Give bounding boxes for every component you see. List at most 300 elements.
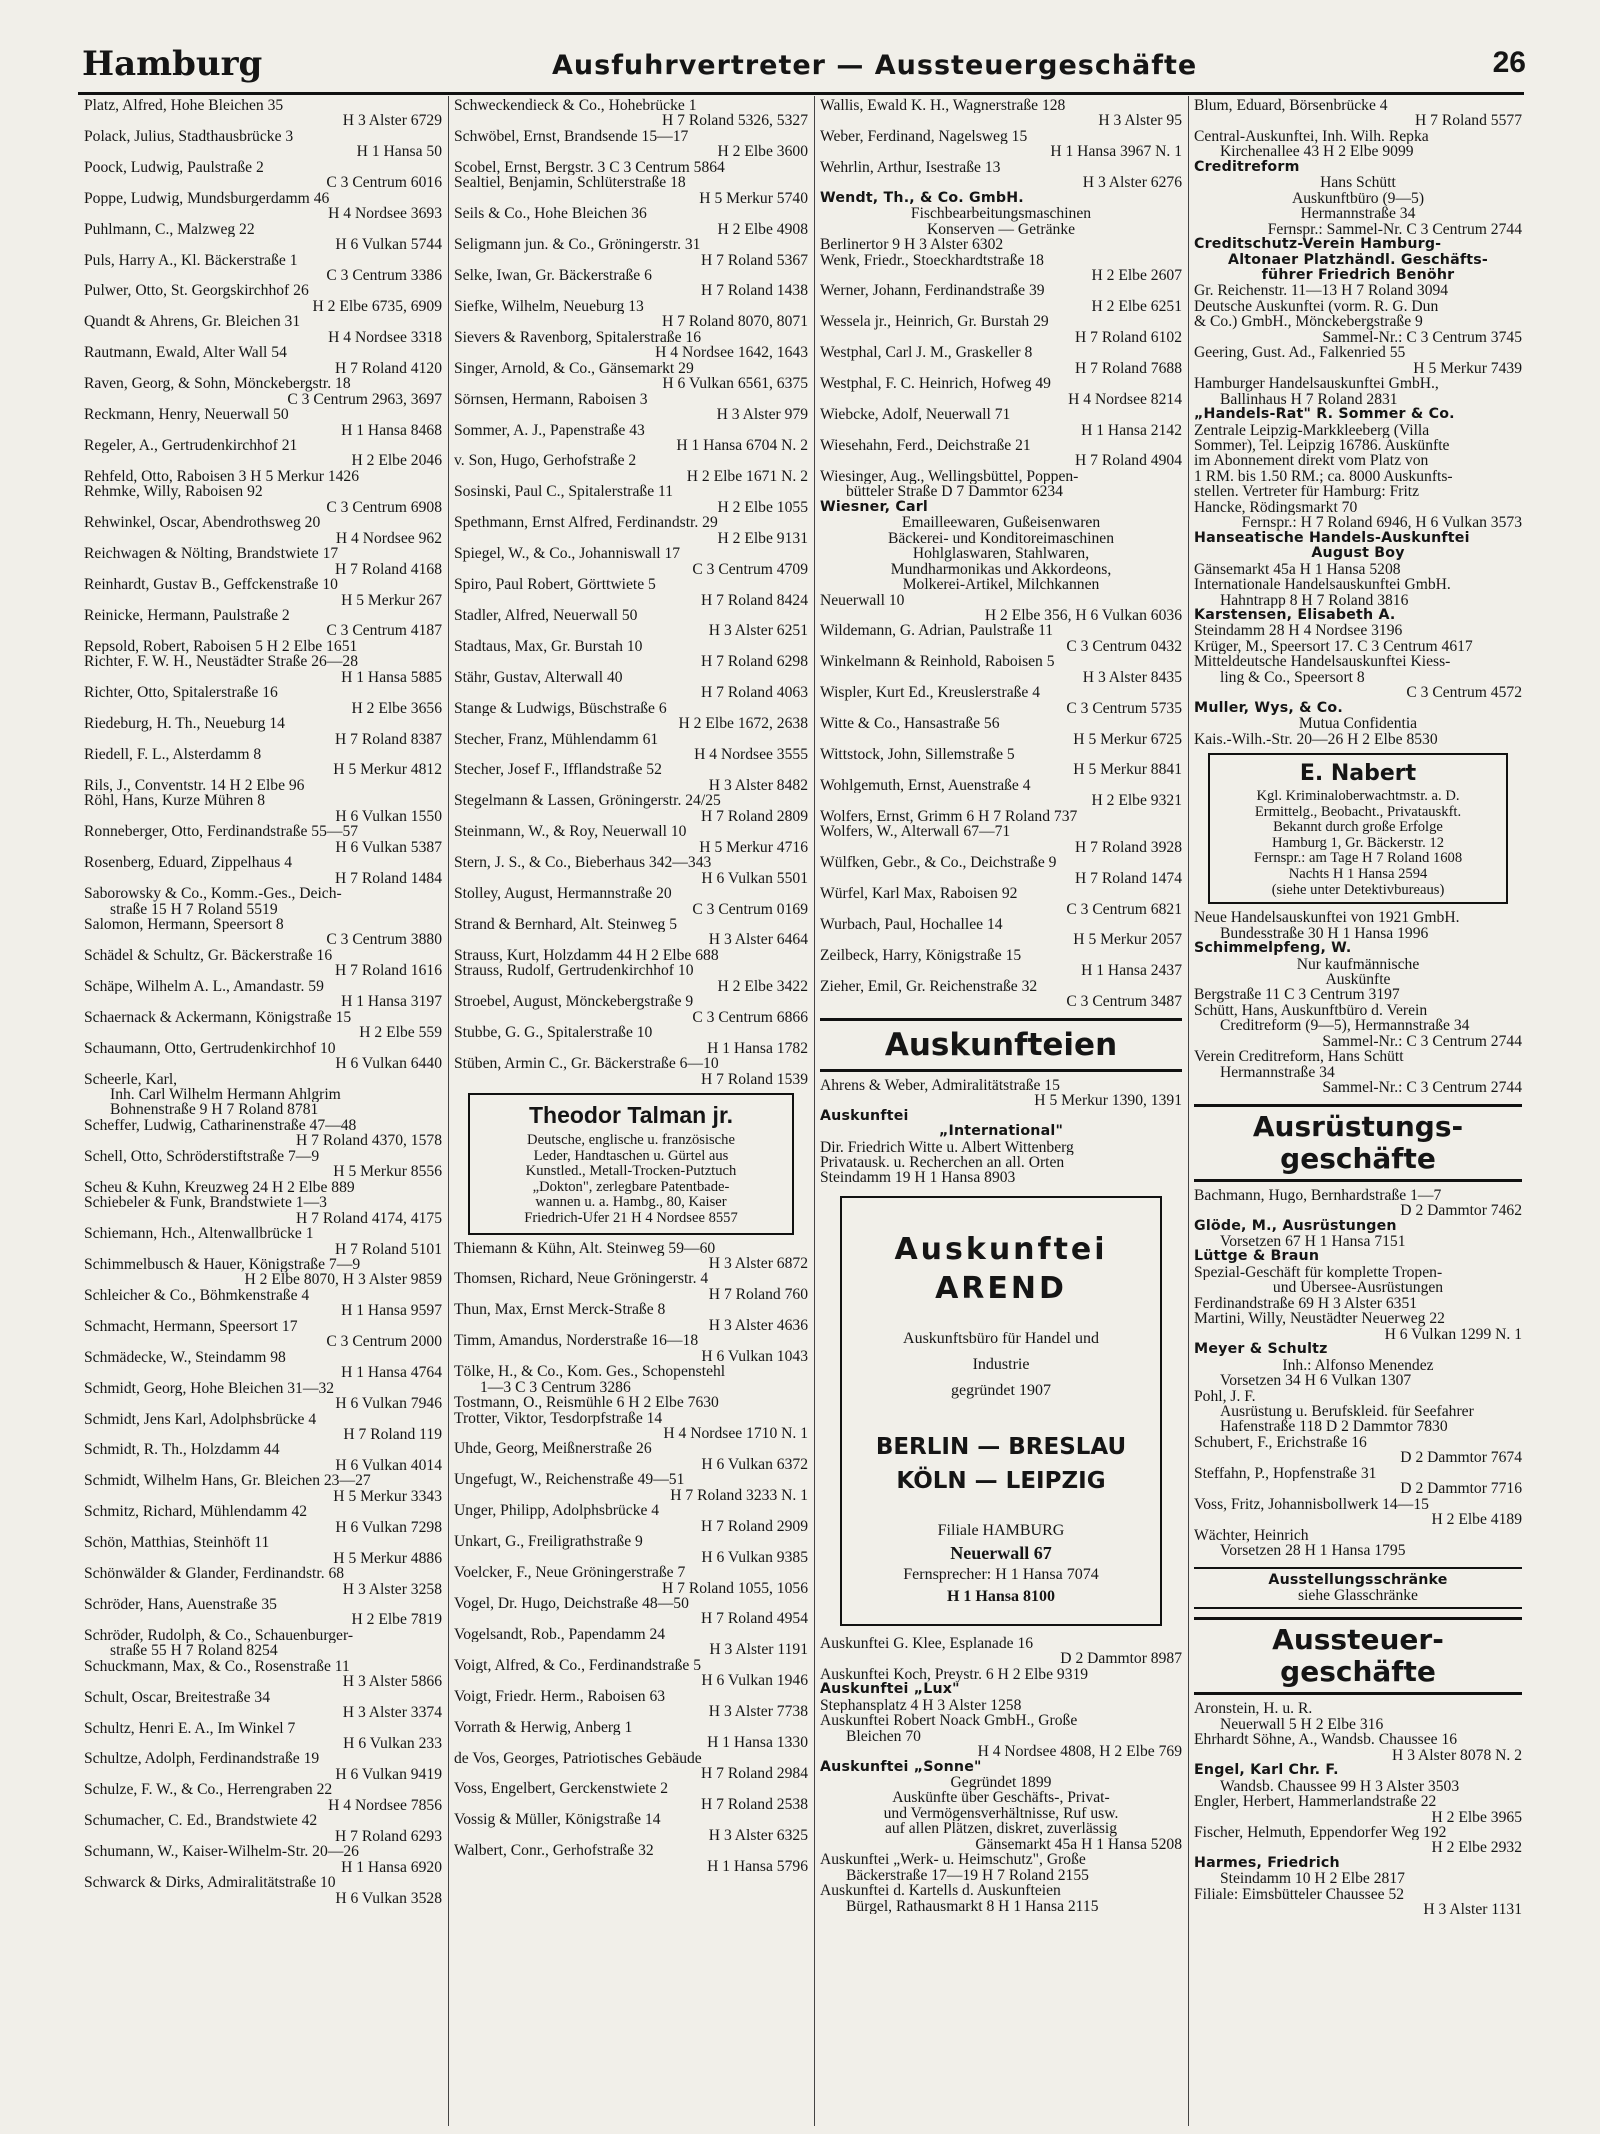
entry-phone: H 3 Alster 8435: [1082, 669, 1182, 686]
entry-line: Dir. Friedrich Witte u. Albert Wittenberg: [820, 1139, 1074, 1155]
entry-line: Schell, Otto, Schröderstiftstraße 7—9: [84, 1148, 320, 1165]
entry-line: Rehmke, Willy, Raboisen 92: [84, 484, 263, 500]
entry-line: Thomsen, Richard, Neue Gröningerstr. 4: [454, 1271, 709, 1287]
entry-line: Timm, Amandus, Norderstraße 16—18: [454, 1333, 699, 1349]
entry-line: Schubert, F., Erichstraße 16: [1194, 1434, 1367, 1451]
entry-line: Neuerwall 10: [820, 592, 905, 608]
entry-line: Reckmann, Henry, Neuerwall 50: [84, 407, 289, 423]
entry-line: Zeilbeck, Harry, Königstraße 15: [820, 947, 1022, 964]
entry-phone: H 7 Roland 4904: [1075, 453, 1182, 469]
entry-line: Hamburger Handelsauskunftei GmbH.,: [1194, 376, 1439, 392]
entry-line: Inh. Carl Wilhelm Hermann Ahlgrim: [110, 1087, 341, 1103]
entry-phone: H 5 Merkur 8841: [1073, 762, 1182, 778]
entry-line: Hahntrapp 8 H 7 Roland 3816: [1220, 592, 1409, 608]
entry-phone: H 5 Merkur 5740: [699, 190, 808, 207]
entry-line: Mundharmonikas und Akkordeons,: [890, 561, 1112, 578]
entry-phone: H 4 Nordsee 3555: [694, 747, 808, 763]
entry-line: Bleichen 70: [846, 1728, 921, 1745]
entry-phone: H 3 Alster 1131: [1423, 1902, 1522, 1918]
entry-line: Steinmann, W., & Roy, Neuerwall 10: [454, 824, 687, 840]
entry-line: im Abonnement direkt vom Platz von: [1194, 453, 1429, 469]
entry-phone: H 5 Merkur 8556: [333, 1164, 442, 1180]
entry-phone: H 2 Elbe 1671 N. 2: [686, 468, 808, 485]
nabert-advertisement: [1208, 753, 1508, 904]
ad-text-line: Kgl. Kriminaloberwachtmstr. a. D.: [1256, 788, 1460, 805]
entry-phone: H 7 Roland 8387: [335, 731, 442, 748]
entry-phone: H 7 Roland 2809: [701, 808, 808, 825]
entry-line: Schimmelbusch & Hauer, Königstraße 7—9: [84, 1256, 361, 1273]
entry-phone: H 7 Roland 1539: [701, 1071, 808, 1087]
entry-line: Ronneberger, Otto, Ferdinandstraße 55—57: [84, 824, 359, 840]
entry-line: Singer, Arnold, & Co., Gänsemarkt 29: [454, 360, 694, 377]
entry-line: Poppe, Ludwig, Mundsburgerdamm 46: [84, 190, 330, 207]
entry-phone: H 6 Vulkan 1946: [701, 1673, 808, 1689]
entry-phone: H 7 Roland 4120: [335, 360, 442, 377]
entry-line: Wispler, Kurt Ed., Kreuslerstraße 4: [820, 685, 1041, 701]
arend-sub: Industrie: [972, 1355, 1030, 1373]
entry-line: Bergstraße 11 C 3 Centrum 3197: [1194, 987, 1400, 1003]
entry-phone: H 6 Vulkan 6561, 6375: [662, 376, 808, 392]
entry-line: Wittstock, John, Sillemstraße 5: [820, 747, 1015, 763]
entry-line: Riedeburg, H. Th., Neueburg 14: [84, 716, 285, 732]
entry-line: Schiebeler & Funk, Brandstwiete 1—3: [84, 1195, 327, 1211]
entry-line: Reinicke, Hermann, Paulstraße 2: [84, 607, 290, 624]
entry-line: Vorsetzen 67 H 1 Hansa 7151: [1220, 1233, 1406, 1250]
entry-line: Würfel, Karl Max, Raboisen 92: [820, 886, 1018, 902]
entry-line: Auskünfte über Geschäfts-, Privat-: [892, 1790, 1110, 1806]
entry-line: Schröder, Rudolph, & Co., Schauenburger-: [84, 1627, 354, 1644]
entry-line: Ballinhaus H 7 Roland 2831: [1220, 391, 1398, 408]
nabert-title: E. Nabert: [1299, 761, 1417, 787]
entry-line: Stüben, Armin C., Gr. Bäckerstraße 6—10: [454, 1056, 719, 1072]
entry-line: Richter, F. W. H., Neustädter Straße 26—28: [84, 654, 359, 670]
ad-text-line: Hamburg 1, Gr. Bäckerstr. 12: [1272, 834, 1444, 851]
entry-phone: Fernspr.: H 7 Roland 6946, H 6 Vulkan 3573: [1241, 515, 1522, 531]
ad-text-line: Fernspr.: am Tage H 7 Roland 1608: [1253, 850, 1463, 867]
entry-phone: Sammel-Nr.: C 3 Centrum 3745: [1322, 329, 1522, 346]
entry-line: Schütt, Hans, Auskunftbüro d. Verein: [1194, 1002, 1428, 1019]
entry-line: Wandsb. Chaussee 99 H 3 Alster 3503: [1220, 1778, 1460, 1795]
entry-phone: C 3 Centrum 3487: [1066, 994, 1182, 1010]
entry-line: Spiegel, W., & Co., Johanniswall 17: [454, 546, 681, 562]
cross-reference-title: Ausstellungsschränke: [1268, 1572, 1448, 1588]
entry-phone: C 3 Centrum 6016: [326, 175, 442, 191]
ad-text-line: (siehe unter Detektivbureaus): [1271, 881, 1445, 898]
entry-phone: C 3 Centrum 6866: [692, 1009, 808, 1026]
entry-list: [454, 98, 808, 1087]
entry-heading: August Boy: [1311, 546, 1405, 562]
entry-line: Fischer, Helmuth, Eppendorfer Weg 192: [1194, 1825, 1447, 1841]
entry-line: Wenk, Friedr., Stoeckhardtstraße 18: [820, 252, 1044, 268]
entry-phone: H 1 Hansa 1330: [707, 1735, 808, 1751]
entry-line: Voigt, Alfred, & Co., Ferdinandstraße 5: [454, 1657, 702, 1674]
entry-phone: H 7 Roland 5367: [701, 252, 808, 268]
entry-phone: H 4 Nordsee 962: [335, 530, 442, 547]
entry-line: Vossig & Müller, Königstraße 14: [454, 1812, 661, 1828]
entry-phone: H 3 Alster 4636: [708, 1317, 808, 1334]
entry-line: Tostmann, O., Reismühle 6 H 2 Elbe 7630: [454, 1395, 719, 1411]
entry-phone: H 3 Alster 6276: [1082, 175, 1182, 191]
entry-line: Schult, Oscar, Breitestraße 34: [84, 1689, 271, 1706]
ad-text-line: Bekannt durch große Erfolge: [1273, 819, 1443, 836]
entry-line: Bäckerstraße 17—19 H 7 Roland 2155: [846, 1867, 1089, 1884]
entry-line: Wessela jr., Heinrich, Gr. Burstah 29: [820, 314, 1049, 330]
heading-line: Aussteuer-: [1272, 1623, 1444, 1657]
entry-phone: H 2 Elbe 6251: [1091, 298, 1182, 315]
entry-phone: H 7 Roland 8070, 8071: [662, 314, 808, 330]
entry-phone: H 6 Vulkan 5387: [335, 839, 442, 856]
entry-line: Stolley, August, Hermannstraße 20: [454, 886, 672, 902]
entry-phone: C 3 Centrum 2963, 3697: [287, 391, 442, 408]
entry-line: Thiemann & Kühn, Alt. Steinweg 59—60: [454, 1240, 716, 1257]
entry-phone: H 4 Nordsee 8214: [1068, 391, 1182, 408]
entry-line: Schmidt, Wilhelm Hans, Gr. Bleichen 23—27: [84, 1473, 371, 1489]
entry-line: Spethmann, Ernst Alfred, Ferdinandstr. 29: [454, 515, 718, 531]
entry-line: Bachmann, Hugo, Bernhardstraße 1—7: [1194, 1187, 1442, 1204]
entry-line: Zieher, Emil, Gr. Reichenstraße 32: [820, 978, 1038, 995]
entry-heading: Lüttge & Braun: [1194, 1249, 1320, 1265]
entry-line: 1 RM. bis 1.50 RM.; ca. 8000 Auskunfts-: [1194, 468, 1453, 485]
entry-line: Platz, Alfred, Hohe Bleichen 35: [84, 98, 284, 114]
entry-line: Schwöbel, Ernst, Brandsende 15—17: [454, 128, 689, 145]
entry-line: Scobel, Ernst, Bergstr. 3 C 3 Centrum 5864: [454, 159, 725, 176]
entry-phone: H 7 Roland 4174, 4175: [296, 1210, 442, 1227]
entry-list: [820, 1078, 1182, 1186]
entry-line: Pulwer, Otto, St. Georgskirchhof 26: [84, 283, 309, 299]
entry-line: Poock, Ludwig, Paulstraße 2: [84, 159, 264, 176]
column-2: [454, 98, 808, 2128]
arend-sub: Auskunftsbüro für Handel und: [903, 1329, 1099, 1347]
entry-line: Schiemann, Hch., Altenwallbrücke 1: [84, 1226, 314, 1242]
entry-line: Schäpe, Wilhelm A. L., Amandastr. 59: [84, 978, 324, 995]
entry-line: Winkelmann & Reinhold, Raboisen 5: [820, 654, 1055, 670]
entry-phone: H 6 Vulkan 4014: [335, 1457, 442, 1474]
entry-line: Strauss, Kurt, Holzdamm 44 H 2 Elbe 688: [454, 947, 719, 964]
entry-phone: H 1 Hansa 2142: [1081, 422, 1182, 438]
entry-line: Stange & Ludwigs, Büschstraße 6: [454, 700, 667, 717]
entry-line: Vorrath & Herwig, Anberg 1: [454, 1719, 633, 1736]
entry-list: [820, 98, 1182, 1010]
entry-line: Vorsetzen 34 H 6 Vulkan 1307: [1220, 1373, 1412, 1389]
entry-phone: H 7 Roland 4954: [701, 1611, 808, 1627]
entry-line: Seligmann jun. & Co., Gröningerstr. 31: [454, 237, 701, 253]
entry-line: Ehrhardt Söhne, A., Wandsb. Chaussee 16: [1194, 1732, 1458, 1748]
talman-text: [478, 1133, 784, 1227]
entry-phone: H 1 Hansa 4764: [341, 1365, 442, 1381]
entry-line: Unkart, G., Freiligrathstraße 9: [454, 1534, 643, 1550]
entry-line: Engler, Herbert, Hammerlandstraße 22: [1194, 1794, 1437, 1810]
entry-phone: C 3 Centrum 3880: [326, 932, 442, 948]
entry-line: Kirchenallee 43 H 2 Elbe 9099: [1220, 144, 1414, 160]
entry-phone: H 2 Elbe 2932: [1431, 1840, 1522, 1856]
entry-line: Schuckmann, Max, & Co., Rosenstraße 11: [84, 1658, 350, 1675]
entry-heading: Auskunftei „Lux": [820, 1682, 960, 1698]
entry-line: Auskunftei Koch, Preystr. 6 H 2 Elbe 9319: [820, 1666, 1089, 1683]
entry-phone: H 1 Hansa 6920: [341, 1859, 442, 1876]
entry-phone: H 2 Elbe 2607: [1091, 267, 1182, 284]
entry-line: Schmidt, Georg, Hohe Bleichen 31—32: [84, 1380, 335, 1397]
entry-phone: H 7 Roland 3233 N. 1: [670, 1487, 808, 1504]
entry-phone: H 2 Elbe 8070, H 3 Alster 9859: [244, 1272, 442, 1288]
entry-phone: H 4 Nordsee 4808, H 2 Elbe 769: [977, 1744, 1182, 1760]
entry-phone: H 7 Roland 2984: [701, 1765, 808, 1782]
entry-phone: H 7 Roland 760: [708, 1286, 808, 1303]
entry-line: Thun, Max, Ernst Merck-Straße 8: [454, 1302, 666, 1318]
entry-phone: H 3 Alster 6464: [708, 932, 808, 948]
entry-line: Walbert, Conr., Gerhofstraße 32: [454, 1843, 654, 1859]
entry-line: Weber, Ferdinand, Nagelsweg 15: [820, 128, 1028, 145]
entry-phone: C 3 Centrum 5735: [1066, 700, 1182, 717]
entry-line: Schmidt, R. Th., Holzdamm 44: [84, 1442, 280, 1458]
entry-heading: Wiesner, Carl: [820, 499, 928, 515]
entry-phone: C 3 Centrum 4187: [326, 623, 442, 639]
entry-line: Reichwagen & Nölting, Brandstwiete 17: [84, 546, 339, 562]
entry-line: Puhlmann, C., Malzweg 22: [84, 221, 255, 238]
entry-line: Aronstein, H. u. R.: [1194, 1701, 1313, 1717]
entry-phone: H 6 Vulkan 6372: [701, 1456, 808, 1473]
entry-line: Stroebel, August, Mönckebergstraße 9: [454, 994, 694, 1010]
entry-line: Wülfken, Gebr., & Co., Deichstraße 9: [820, 855, 1057, 871]
entry-phone: D 2 Dammtor 7462: [1400, 1203, 1522, 1219]
entry-heading: Meyer & Schultz: [1194, 1342, 1328, 1358]
entry-line: Westphal, Carl J. M., Graskeller 8: [820, 345, 1033, 361]
entry-phone: H 5 Merkur 4886: [333, 1550, 442, 1567]
entry-heading: Schimmelpfeng, W.: [1194, 941, 1352, 957]
entry-heading: Engel, Karl Chr. F.: [1194, 1763, 1339, 1779]
entry-line: Richter, Otto, Spitalerstraße 16: [84, 685, 278, 701]
entry-line: Bäckerei- und Konditoreimaschinen: [887, 530, 1115, 547]
entry-line: Stephansplatz 4 H 3 Alster 1258: [820, 1697, 1022, 1714]
entry-line: Stadtaus, Max, Gr. Burstah 10: [454, 638, 643, 655]
entry-list: [1194, 98, 1522, 747]
entry-phone: H 5 Merkur 4812: [333, 762, 442, 778]
entry-phone: H 7 Roland 6298: [701, 654, 808, 670]
entry-line: Stern, J. S., & Co., Bieberhaus 342—343: [454, 855, 712, 871]
entry-phone: H 3 Alster 3374: [342, 1705, 442, 1721]
column-4: [1194, 98, 1522, 2128]
entry-line: Auskunftei d. Kartells d. Auskunfteien: [820, 1883, 1061, 1899]
entry-line: Werner, Johann, Ferdinandstraße 39: [820, 283, 1045, 299]
entry-line: Selke, Iwan, Gr. Bäckerstraße 6: [454, 267, 652, 284]
entry-line: Bohnenstraße 9 H 7 Roland 8781: [110, 1102, 319, 1118]
ad-text-line: „Dokton", zerlegbare Patentbade-: [532, 1178, 730, 1195]
entry-line: Inh.: Alfonso Menendez: [1282, 1357, 1434, 1374]
entry-phone: D 2 Dammtor 8987: [1060, 1651, 1182, 1667]
entry-line: Wallis, Ewald K. H., Wagnerstraße 128: [820, 98, 1066, 114]
entry-line: Verein Creditreform, Hans Schütt: [1194, 1049, 1404, 1065]
column-divider: [1188, 96, 1189, 2126]
entry-line: Bundesstraße 30 H 1 Hansa 1996: [1220, 925, 1429, 942]
entry-line: Vogelsandt, Rob., Papendamm 24: [454, 1626, 666, 1643]
entry-phone: C 3 Centrum 0169: [692, 901, 808, 918]
entry-phone: H 1 Hansa 5885: [341, 669, 442, 686]
entry-line: Seils & Co., Hohe Bleichen 36: [454, 206, 647, 222]
nabert-text: [1218, 789, 1498, 898]
entry-line: Siefke, Wilhelm, Neueburg 13: [454, 298, 644, 315]
entry-phone: C 3 Centrum 4572: [1406, 685, 1522, 701]
entry-line: straße 55 H 7 Roland 8254: [110, 1643, 278, 1659]
entry-phone: H 6 Vulkan 1043: [701, 1348, 808, 1365]
entry-line: Stecher, Franz, Mühlendamm 61: [454, 731, 659, 748]
entry-phone: D 2 Dammtor 7674: [1400, 1450, 1522, 1466]
entry-line: Sommer), Tel. Leipzig 16786. Auskünfte: [1194, 437, 1450, 454]
entry-phone: H 2 Elbe 1055: [717, 499, 808, 516]
entry-line: 1—3 C 3 Centrum 3286: [480, 1379, 631, 1396]
entry-line: v. Son, Hugo, Gerhofstraße 2: [454, 453, 637, 469]
entry-phone: H 3 Alster 6325: [708, 1827, 808, 1844]
entry-line: Krüger, M., Speersort 17. C 3 Centrum 4617: [1194, 638, 1473, 655]
entry-line: Witte & Co., Hansastraße 56: [820, 716, 1000, 732]
entry-phone: H 7 Roland 1055, 1056: [662, 1580, 808, 1596]
entry-list: [84, 98, 442, 1906]
entry-line: Wolfers, Ernst, Grimm 6 H 7 Roland 737: [820, 808, 1078, 825]
page-number: 26: [1492, 46, 1526, 79]
entry-line: Hancke, Rödingsmarkt 70: [1194, 499, 1358, 516]
header-title: Ausfuhrvertreter — Aussteuergeschäfte: [552, 50, 1198, 81]
arend-advertisement: [840, 1196, 1162, 1626]
entry-heading: Karstensen, Elisabeth A.: [1194, 607, 1396, 623]
entry-line: Schönwälder & Glander, Ferdinandstr. 68: [84, 1566, 345, 1582]
entry-line: Sealtiel, Benjamin, Schlüterstraße 18: [454, 175, 686, 191]
entry-line: Regeler, A., Gertrudenkirchhof 21: [84, 437, 298, 454]
heading-line: geschäfte: [1280, 1141, 1436, 1175]
entry-phone: H 5 Merkur 267: [341, 592, 442, 608]
entry-phone: H 7 Roland 1474: [1075, 870, 1182, 887]
entry-phone: H 5 Merkur 3343: [333, 1488, 442, 1505]
entry-line: Martini, Willy, Neustädter Neuerweg 22: [1194, 1311, 1445, 1327]
entry-line: Mitteldeutsche Handelsauskunftei Kiess-: [1194, 654, 1451, 670]
ad-text-line: Kunstled., Metall-Trocken-Putztuch: [525, 1163, 737, 1180]
entry-phone: H 2 Elbe 3656: [351, 700, 442, 717]
entry-line: Schleicher & Co., Böhmkenstraße 4: [84, 1287, 310, 1304]
entry-line: ling & Co., Speersort 8: [1220, 669, 1365, 686]
entry-line: Blum, Eduard, Börsenbrücke 4: [1194, 98, 1388, 114]
entry-phone: H 1 Hansa 6704 N. 2: [676, 437, 808, 454]
entry-line: Scheerle, Karl,: [84, 1071, 178, 1087]
entry-line: Central-Auskunftei, Inh. Wilh. Repka: [1194, 128, 1429, 145]
entry-line: Wurbach, Paul, Hochallee 14: [820, 917, 1003, 933]
entry-phone: H 1 Hansa 8468: [341, 422, 442, 438]
entry-phone: H 2 Elbe 3422: [717, 978, 808, 995]
entry-line: Schädel & Schultz, Gr. Bäckerstraße 16: [84, 947, 333, 964]
entry-line: Schulze, F. W., & Co., Herrengraben 22: [84, 1782, 333, 1798]
entry-phone: H 4 Nordsee 1642, 1643: [655, 345, 808, 361]
entry-phone: H 5 Merkur 6725: [1073, 731, 1182, 748]
entry-phone: Sammel-Nr.: C 3 Centrum 2744: [1322, 1080, 1522, 1096]
entry-line: Filiale: Eimsbütteler Chaussee 52: [1194, 1886, 1405, 1903]
entry-phone: H 7 Roland 4168: [335, 561, 442, 578]
entry-line: Deutsche Auskunftei (vorm. R. G. Dun: [1194, 298, 1439, 315]
entry-line: Hohlglaswaren, Stahlwaren,: [912, 546, 1090, 562]
column-3: [820, 98, 1182, 2128]
arend-cities: KÖLN — LEIPZIG: [896, 1467, 1106, 1494]
entry-phone: H 5 Merkur 4716: [699, 839, 808, 856]
entry-line: Ahrens & Weber, Admiralitätstraße 15: [820, 1077, 1060, 1094]
entry-line: Reinhardt, Gustav B., Geffckenstraße 10: [84, 577, 338, 593]
entry-line: stellen. Vertreter für Hamburg: Fritz: [1194, 484, 1420, 500]
entry-phone: H 2 Elbe 2046: [351, 453, 442, 469]
entry-line: Schultze, Adolph, Ferdinandstraße 19: [84, 1751, 320, 1767]
entry-line: Steindamm 19 H 1 Hansa 8903: [820, 1170, 1016, 1186]
entry-phone: Sammel-Nr.: C 3 Centrum 2744: [1322, 1033, 1522, 1050]
entry-line: Steffahn, P., Hopfenstraße 31: [1194, 1465, 1377, 1482]
arend-street: Neuerwall 67: [950, 1542, 1052, 1563]
column-divider: [448, 96, 449, 2126]
entry-phone: C 3 Centrum 4709: [692, 561, 808, 578]
entry-phone: H 7 Roland 5577: [1415, 113, 1522, 129]
entry-line: Sörnsen, Hermann, Raboisen 3: [454, 391, 648, 408]
arend-sub: gegründet 1907: [951, 1381, 1051, 1399]
entry-phone: H 1 Hansa 2437: [1081, 963, 1182, 979]
entry-phone: H 7 Roland 8424: [701, 592, 808, 608]
entry-line: Hafenstraße 118 D 2 Dammtor 7830: [1220, 1419, 1448, 1435]
entry-line: Röhl, Hans, Kurze Mühren 8: [84, 793, 266, 809]
entry-phone: H 3 Alster 7738: [708, 1704, 808, 1720]
entry-line: Wiebcke, Adolf, Neuerwall 71: [820, 407, 1011, 423]
entry-phone: H 6 Vulkan 9385: [701, 1549, 808, 1566]
heading-line: geschäfte: [1280, 1655, 1436, 1689]
section-heading-aussteuer: [1194, 1617, 1522, 1695]
entry-phone: H 7 Roland 5101: [335, 1241, 442, 1257]
entry-line: Spezial-Geschäft für komplette Tropen-: [1194, 1264, 1443, 1281]
entry-line: Schultz, Henri E. A., Im Winkel 7: [84, 1720, 296, 1737]
entry-line: Rehwinkel, Oscar, Abendrothsweg 20: [84, 515, 321, 531]
entry-phone: H 6 Vulkan 233: [343, 1736, 442, 1752]
entry-phone: H 2 Elbe 559: [359, 1025, 442, 1041]
entry-phone: H 4 Nordsee 1710 N. 1: [663, 1426, 808, 1442]
entry-phone: H 3 Alster 6872: [708, 1256, 808, 1272]
ad-text-line: Friedrich-Ufer 21 H 4 Nordsee 8557: [524, 1209, 738, 1226]
entry-phone: C 3 Centrum 3386: [326, 267, 442, 284]
entry-line: und Übersee-Ausrüstungen: [1272, 1280, 1444, 1296]
entry-line: Unger, Philipp, Adolphsbrücke 4: [454, 1503, 660, 1519]
entry-phone: H 5 Merkur 2057: [1073, 932, 1182, 948]
entry-phone: H 5 Merkur 7439: [1413, 360, 1522, 377]
entry-line: Stegelmann & Lassen, Gröningerstr. 24/25: [454, 793, 721, 809]
entry-line: Wolfers, W., Alterwall 67—71: [820, 824, 1011, 840]
entry-heading: Altonaer Platzhändl. Geschäfts-: [1228, 252, 1488, 268]
entry-phone: H 7 Roland 1484: [335, 870, 442, 887]
entry-line: Pohl, J. F.: [1194, 1388, 1256, 1404]
entry-line: Wehrlin, Arthur, Isestraße 13: [820, 159, 1001, 176]
entry-phone: H 2 Elbe 3965: [1431, 1809, 1522, 1826]
entry-line: Stubbe, G. G., Spitalerstraße 10: [454, 1025, 653, 1041]
entry-line: Uhde, Georg, Meißnerstraße 26: [454, 1441, 652, 1457]
entry-line: Wohlgemuth, Ernst, Auenstraße 4: [820, 777, 1031, 794]
entry-line: Voelcker, F., Neue Gröningerstraße 7: [454, 1565, 686, 1581]
entry-line: Auskunftei Robert Noack GmbH., Große: [820, 1713, 1078, 1729]
entry-phone: C 3 Centrum 0432: [1066, 638, 1182, 655]
entry-phone: H 1 Hansa 1782: [707, 1040, 808, 1057]
entry-heading: Glöde, M., Ausrüstungen: [1194, 1218, 1397, 1234]
entry-heading: Creditreform: [1194, 159, 1300, 175]
entry-line: Schumann, W., Kaiser-Wilhelm-Str. 20—26: [84, 1844, 359, 1860]
entry-phone: C 3 Centrum 2000: [326, 1334, 442, 1350]
entry-phone: H 2 Elbe 7819: [351, 1612, 442, 1628]
entry-phone: H 7 Roland 6102: [1075, 329, 1182, 346]
entry-line: Steindamm 10 H 2 Elbe 2817: [1220, 1871, 1405, 1887]
entry-phone: H 7 Roland 4370, 1578: [296, 1133, 442, 1149]
entry-line: Hans Schütt: [1320, 175, 1396, 191]
entry-line: Schmädecke, W., Steindamm 98: [84, 1349, 286, 1366]
entry-phone: H 2 Elbe 1672, 2638: [678, 716, 808, 732]
entry-phone: H 6 Vulkan 6440: [335, 1056, 442, 1072]
entry-line: de Vos, Georges, Patriotisches Gebäude: [454, 1750, 702, 1766]
entry-line: bütteler Straße D 7 Dammtor 6234: [846, 484, 1063, 500]
entry-phone: H 7 Roland 119: [343, 1426, 442, 1443]
entry-phone: H 7 Roland 1438: [701, 283, 808, 299]
entry-phone: C 3 Centrum 6821: [1066, 901, 1182, 918]
